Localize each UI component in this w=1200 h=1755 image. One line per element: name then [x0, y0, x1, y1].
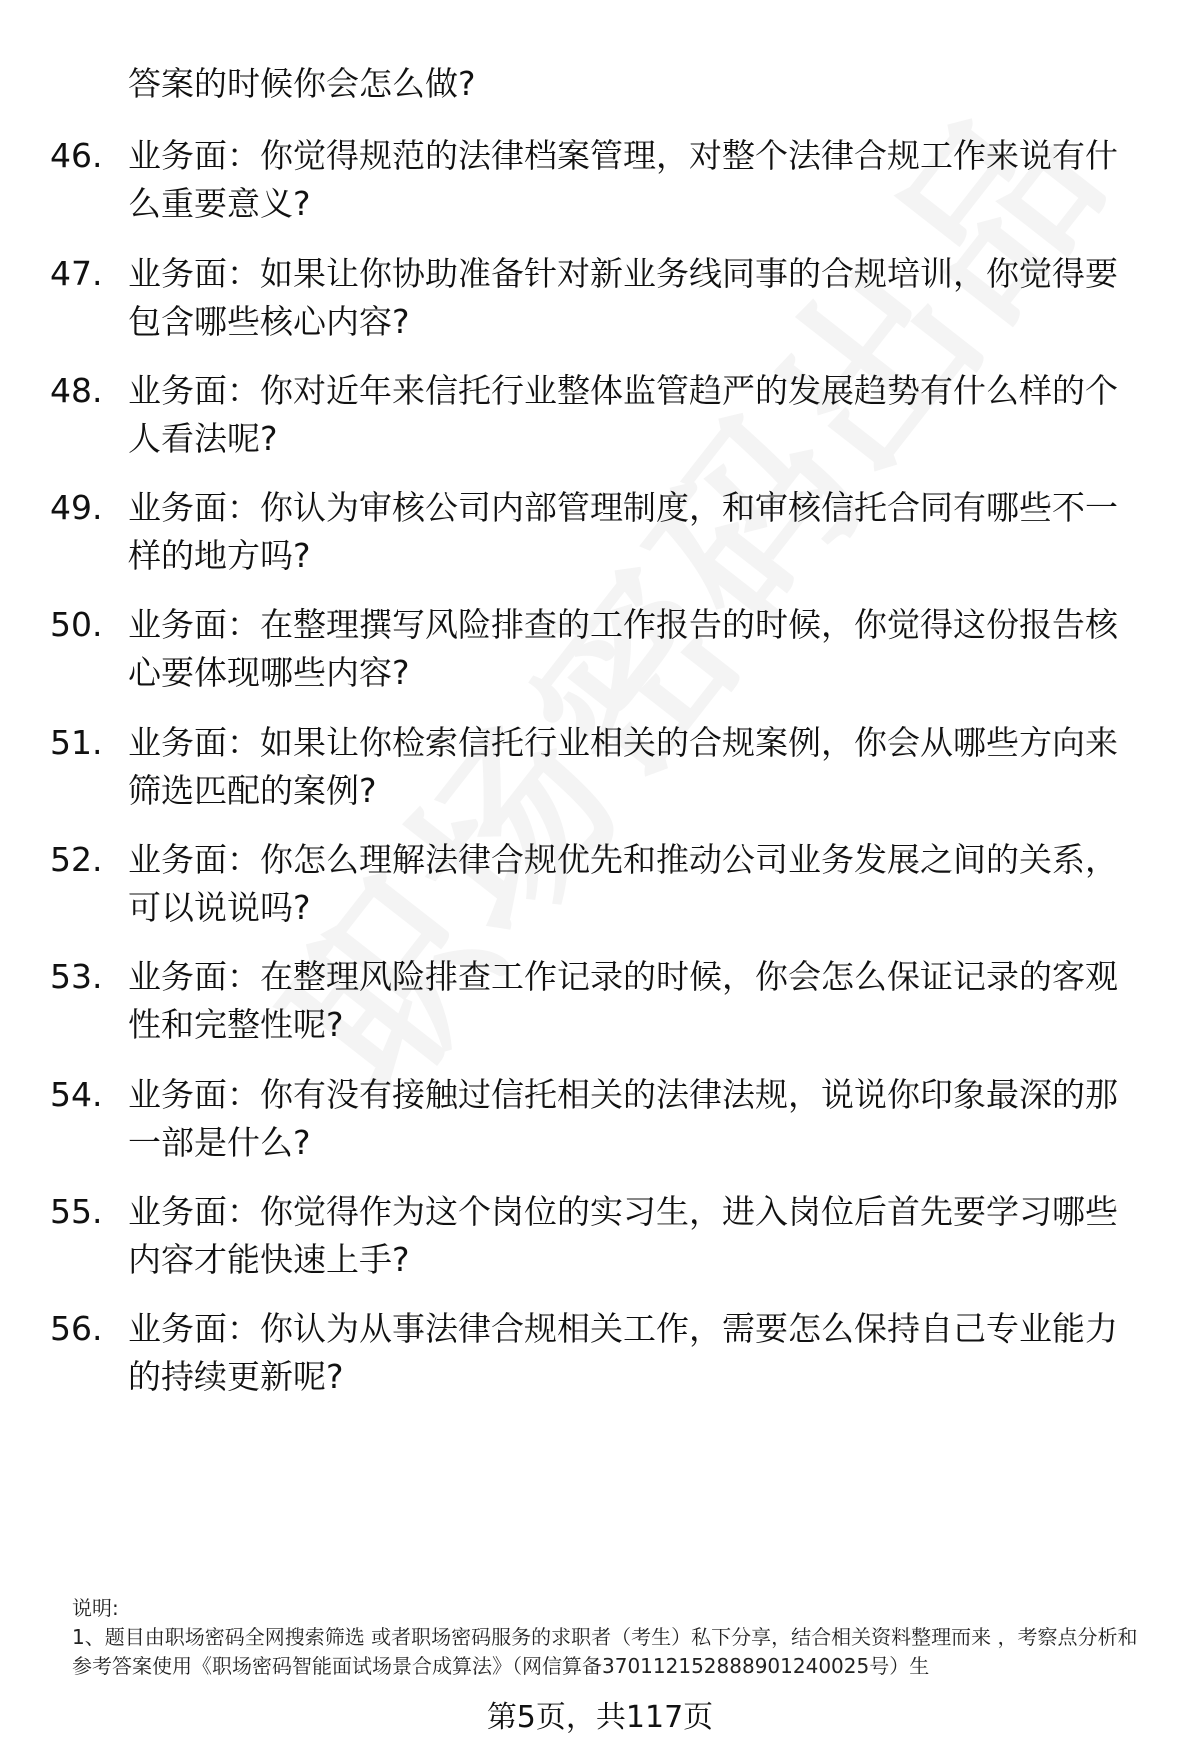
list-item [50, 1188, 1140, 1284]
question-text: 业务面：在整理风险排查工作记录的时候，你会怎么保证记录的客观性和完整性呢? [128, 957, 1118, 1044]
question-text: 业务面：你觉得作为这个岗位的实习生，进入岗位后首先要学习哪些内容才能快速上手? [128, 1192, 1118, 1279]
list-item [50, 250, 1140, 346]
question-number: 52. [50, 840, 103, 879]
continued-question-text: 答案的时候你会怎么做? [128, 64, 476, 103]
question-text: 业务面：你觉得规范的法律档案管理，对整个法律合规工作来说有什么重要意义? [128, 136, 1118, 223]
question-text: 业务面：你对近年来信托行业整体监管趋严的发展趋势有什么样的个人看法呢? [128, 371, 1118, 458]
page-number: 第5页，共117页 [486, 1700, 714, 1735]
list-item [50, 836, 1140, 932]
list-item [50, 953, 1140, 1049]
list-item [50, 367, 1140, 463]
list-item [50, 1305, 1140, 1401]
question-number: 53. [50, 957, 103, 996]
list-item [50, 132, 1140, 228]
question-text: 业务面：你有没有接触过信托相关的法律法规，说说你印象最深的那一部是什么? [128, 1075, 1118, 1162]
question-text: 业务面：如果让你协助准备针对新业务线同事的合规培训，你觉得要包含哪些核心内容? [128, 254, 1118, 341]
list-item [50, 1071, 1140, 1167]
question-number: 56. [50, 1309, 103, 1348]
question-number: 51. [50, 723, 103, 762]
question-number: 48. [50, 371, 103, 410]
list-item [50, 601, 1140, 697]
question-number: 49. [50, 488, 103, 527]
list-item [50, 484, 1140, 580]
list-item [50, 719, 1140, 815]
question-number: 46. [50, 136, 103, 175]
question-text: 业务面：你认为从事法律合规相关工作，需要怎么保持自己专业能力的持续更新呢? [128, 1309, 1118, 1396]
question-number: 47. [50, 254, 103, 293]
question-text: 业务面：在整理撰写风险排查的工作报告的时候，你觉得这份报告核心要体现哪些内容? [128, 605, 1118, 692]
question-text: 业务面：如果让你检索信托行业相关的合规案例，你会从哪些方向来筛选匹配的案例? [128, 723, 1118, 810]
question-number: 55. [50, 1192, 103, 1231]
question-text: 业务面：你怎么理解法律合规优先和推动公司业务发展之间的关系，可以说说吗? [128, 840, 1118, 927]
notes-section [72, 1594, 1152, 1681]
question-number: 50. [50, 605, 103, 644]
question-number: 54. [50, 1075, 103, 1114]
question-text: 业务面：你认为审核公司内部管理制度，和审核信托合同有哪些不一样的地方吗? [128, 488, 1118, 575]
notes-heading: 说明: [72, 1596, 119, 1620]
notes-line: 1、题目由职场密码全网搜索筛选 或者职场密码服务的求职者（考生）私下分享，结合相关资料整理而来 ，考察点分析和参考答案使用《职场密码智能面试场景合成算法》（网信算备370112152888901240025号）生 [72, 1625, 1138, 1678]
